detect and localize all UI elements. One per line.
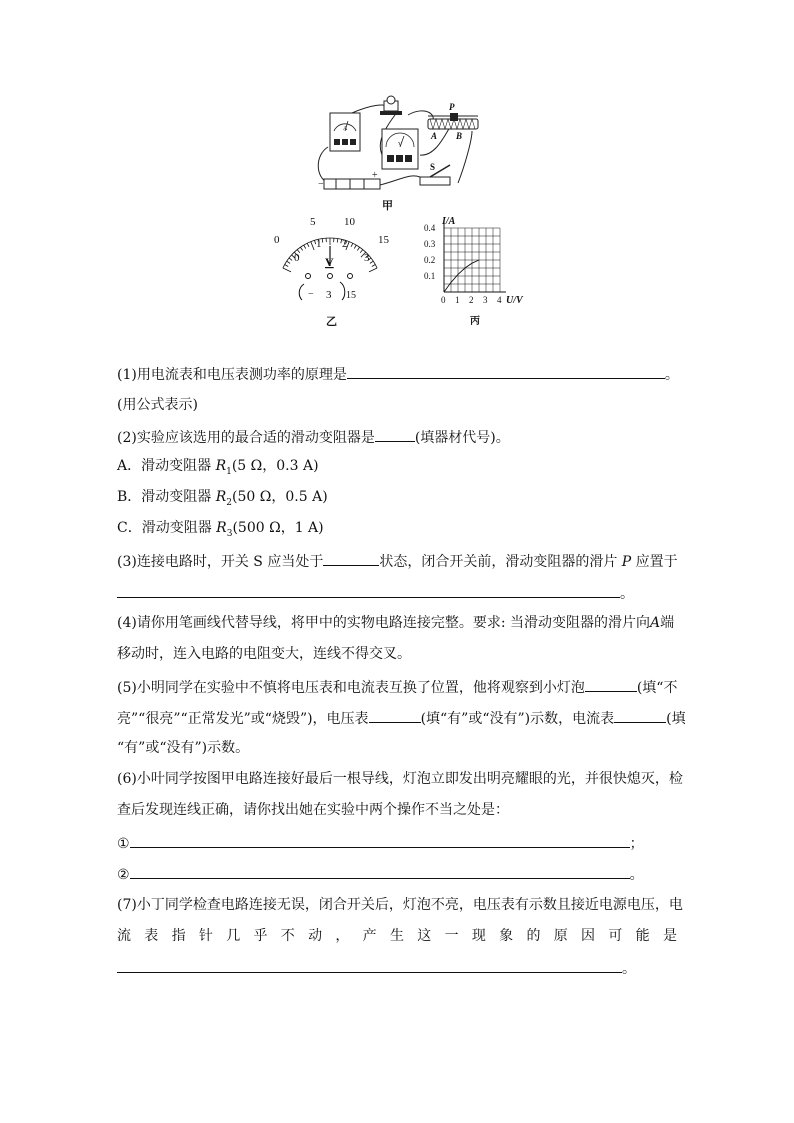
y-tick: 0.2	[424, 255, 436, 265]
switch	[420, 162, 450, 185]
caption-yi: 乙	[326, 316, 337, 328]
q2-after: (填器材代号)。	[414, 430, 510, 446]
q6-line-2: 查后发现连线正确，请你找出她在实验中两个操作不当之处是：	[117, 802, 509, 818]
iu-graph-bing	[420, 212, 530, 330]
dial-outer-tick: 10	[344, 216, 355, 228]
q7-blank[interactable]	[117, 958, 622, 973]
question-5: (5)小明同学在实验中不慎将电压表和电流表互换了位置，他将观察到小灯泡 (填“不	[117, 677, 677, 697]
dial-tick-mark	[287, 261, 290, 263]
q1-note: (用公式表示)	[117, 397, 198, 413]
terminal-icon	[328, 274, 333, 279]
q3-blank-1[interactable]	[323, 551, 379, 566]
voltmeter	[382, 129, 418, 169]
x-tick: 2	[469, 295, 474, 305]
dial-tick-mark	[369, 268, 377, 272]
battery	[318, 170, 380, 190]
dial-tick-mark	[360, 250, 363, 253]
q4-line-2: 移动时，连入电路的电阻变大，连线不得交叉。	[117, 646, 411, 662]
option-c: C．滑动变阻器 $R_3(500$ Ω，1 A)	[117, 520, 324, 539]
dial-tick-mark	[307, 243, 309, 247]
q5-blank-2[interactable]	[369, 708, 421, 723]
battery-minus: −	[318, 179, 324, 190]
q6-blank-2[interactable]	[130, 864, 630, 879]
rheostat-a-label: A	[431, 131, 438, 141]
graph-grid	[444, 228, 500, 292]
dial-inner-tick: 1	[316, 238, 322, 250]
q5-blank-1[interactable]	[585, 677, 637, 692]
question-6: (6)小叶同学按图甲电路连接好最后一根导线，灯泡立即发出明亮耀眼的光，并很快熄灭，检	[117, 771, 683, 787]
option-b: B．滑动变阻器 $R_2(50$ Ω，0.5 A)	[117, 489, 328, 508]
question-7: (7)小丁同学检查电路连接无误，闭合开关后，灯泡不亮，电压表有示数且接近电源电压，电	[117, 897, 683, 913]
x-tick: 1	[455, 295, 460, 305]
battery-plus: +	[372, 170, 378, 181]
terminal-label: 3	[326, 289, 332, 301]
option-a: A．滑动变阻器 $R_1(5$ Ω，0.3 A)	[117, 458, 319, 477]
question-3: (3)连接电路时，开关 S 应当处于 状态，闭合开关前，滑动变阻器的滑片 P 应置于	[117, 551, 678, 571]
dial-tick-mark	[337, 239, 338, 243]
dial-inner-tick: 0	[294, 252, 300, 264]
y-axis-label: I/A	[442, 216, 456, 227]
ammeter	[330, 113, 360, 151]
q7-line-2: 流 表 指 针 几 乎 不 动 ， 产 生 这 一 现 象 的 原 因 可 能 是	[117, 928, 677, 944]
circuit-figure-jia	[300, 95, 500, 215]
dial-tick-mark	[285, 265, 288, 267]
q6-blank-1[interactable]	[130, 833, 630, 848]
voltmeter-dial-yi	[268, 210, 398, 330]
dial-tick-mark	[370, 261, 373, 263]
q3-line-2: 。	[117, 583, 634, 603]
caption-bing: 丙	[470, 316, 480, 327]
terminal-label: 15	[346, 290, 356, 301]
q1-text: (1)用电流表和电压表测功率的原理是	[117, 367, 347, 383]
x-tick: 4	[497, 295, 502, 305]
dial-inner-tick: 2	[342, 238, 348, 250]
q3-blank-2[interactable]	[117, 583, 620, 598]
dial-tick-mark	[372, 265, 375, 267]
x-axis-label: U/V	[506, 295, 523, 306]
terminal-icon	[306, 274, 311, 279]
rheostat	[428, 102, 478, 141]
switch-s-label: S	[430, 162, 436, 172]
dial-tick-mark	[351, 243, 353, 247]
terminal-wire	[299, 284, 304, 300]
terminal-wire	[340, 282, 345, 300]
q1-blank[interactable]	[347, 364, 665, 379]
question-4: (4)请你用笔画线代替导线，将甲中的实物电路连接完整。要求: 当滑动变阻器的滑片向A端	[117, 615, 675, 631]
dial-tick-mark	[322, 239, 323, 243]
q1-end: 。	[664, 367, 679, 383]
dial-tick-mark	[289, 258, 292, 260]
wire	[318, 147, 328, 183]
x-tick: 0	[441, 295, 446, 305]
voltmeter-label: V	[398, 142, 403, 148]
dial-tick-mark	[304, 245, 306, 248]
y-tick: 0.4	[424, 223, 436, 233]
q5-line-2: 亮”“很亮”“正常发光”或“烧毁”)，电压表 (填“有”或“没有”)示数，电流表 (填	[117, 708, 686, 728]
terminal-icon	[348, 274, 353, 279]
dial-outer-tick: 0	[274, 234, 280, 246]
wire	[380, 176, 420, 185]
rheostat-p-label: P	[449, 102, 455, 112]
rheostat-b-label: B	[456, 131, 463, 141]
dial-inner-tick: 3	[364, 252, 370, 264]
q7-line-3: 。	[117, 958, 636, 978]
dial-tick-mark	[357, 247, 359, 250]
y-tick: 0.3	[424, 239, 436, 249]
dial-tick-mark	[283, 268, 291, 272]
terminal-label: −	[308, 289, 314, 300]
x-tick: 3	[483, 295, 488, 305]
dial-tick-mark	[311, 242, 314, 250]
q6-item-2: ② 。	[117, 864, 644, 884]
q5-blank-3[interactable]	[614, 708, 666, 723]
y-tick: 0.1	[424, 271, 436, 281]
ammeter-label: A	[343, 126, 348, 132]
q2-text: (2)实验应该选用的最合适的滑动变阻器是	[117, 430, 375, 446]
q5-line-3: “有”或“没有”)示数。	[117, 740, 250, 756]
question-1	[117, 364, 679, 384]
q6-item-1: ① ；	[117, 833, 644, 853]
caption-jia: 甲	[382, 200, 393, 212]
dial-tick-mark	[300, 247, 302, 250]
dial-outer-tick: 5	[310, 216, 316, 228]
q2-blank[interactable]	[375, 427, 415, 442]
question-2	[117, 427, 510, 447]
dial-unit: V	[325, 255, 334, 269]
dial-tick-mark	[354, 245, 356, 248]
dial-outer-tick: 15	[378, 234, 389, 246]
